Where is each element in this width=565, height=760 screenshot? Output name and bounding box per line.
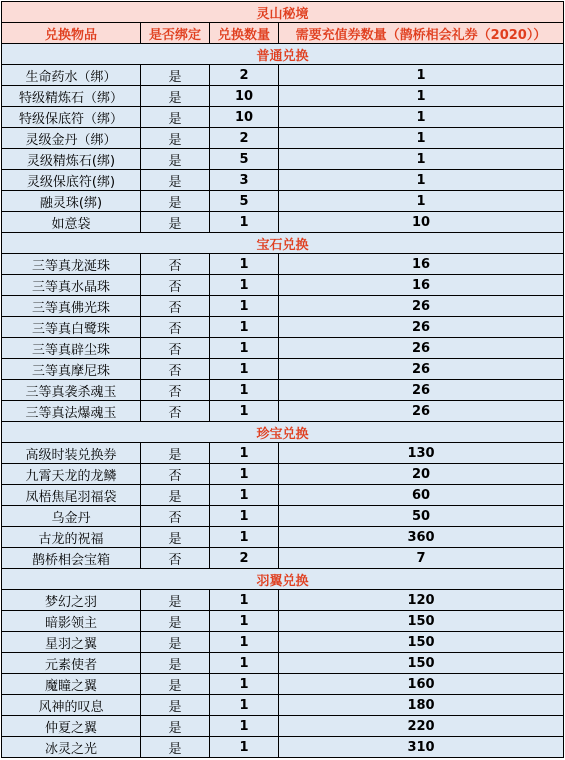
bound-flag: 是: [141, 653, 210, 674]
table-row: [2, 611, 564, 632]
item-name: 三等真白鹭珠: [2, 317, 141, 338]
table-row: [2, 485, 564, 506]
table-row: [2, 695, 564, 716]
exchange-quantity: 10: [210, 107, 279, 128]
exchange-quantity: 1: [210, 317, 279, 338]
bound-flag: 否: [141, 401, 210, 422]
exchange-quantity: 1: [210, 296, 279, 317]
bound-flag: 是: [141, 716, 210, 737]
bound-flag: 否: [141, 359, 210, 380]
exchange-quantity: 10: [210, 86, 279, 107]
bound-flag: 否: [141, 296, 210, 317]
voucher-count: 50: [279, 506, 564, 527]
table-row: [2, 590, 564, 611]
header-bound: 是否绑定: [141, 23, 210, 44]
exchange-table: [1, 1, 564, 758]
bound-flag: 是: [141, 149, 210, 170]
item-name: 元素使者: [2, 653, 141, 674]
voucher-count: 1: [279, 65, 564, 86]
exchange-quantity: 2: [210, 65, 279, 86]
table-row: [2, 296, 564, 317]
exchange-quantity: 1: [210, 674, 279, 695]
voucher-count: 1: [279, 86, 564, 107]
exchange-quantity: 1: [210, 443, 279, 464]
voucher-count: 150: [279, 611, 564, 632]
exchange-quantity: 1: [210, 737, 279, 758]
item-name: 星羽之翼: [2, 632, 141, 653]
exchange-quantity: 1: [210, 653, 279, 674]
bound-flag: 是: [141, 527, 210, 548]
exchange-quantity: 1: [210, 716, 279, 737]
header-voucher-count: 需要充值券数量（鹊桥相会礼券（2020））: [279, 23, 564, 44]
bound-flag: 是: [141, 170, 210, 191]
exchange-quantity: 1: [210, 401, 279, 422]
voucher-count: 130: [279, 443, 564, 464]
item-name: 特级精炼石（绑）: [2, 86, 141, 107]
exchange-table-body: [2, 2, 564, 758]
exchange-quantity: 1: [210, 506, 279, 527]
exchange-quantity: 2: [210, 548, 279, 569]
bound-flag: 是: [141, 674, 210, 695]
voucher-count: 26: [279, 401, 564, 422]
table-row: [2, 380, 564, 401]
voucher-count: 26: [279, 338, 564, 359]
table-row: [2, 674, 564, 695]
bound-flag: 是: [141, 212, 210, 233]
table-row: [2, 401, 564, 422]
bound-flag: 否: [141, 275, 210, 296]
voucher-count: 26: [279, 359, 564, 380]
table-row: [2, 359, 564, 380]
bound-flag: 是: [141, 107, 210, 128]
item-name: 三等真摩尼珠: [2, 359, 141, 380]
voucher-count: 26: [279, 380, 564, 401]
exchange-quantity: 1: [210, 632, 279, 653]
table-row: [2, 317, 564, 338]
bound-flag: 是: [141, 485, 210, 506]
exchange-quantity: 3: [210, 170, 279, 191]
item-name: 风神的叹息: [2, 695, 141, 716]
item-name: 三等真辟尘珠: [2, 338, 141, 359]
header-row: [2, 23, 564, 44]
bound-flag: 是: [141, 128, 210, 149]
item-name: 三等真佛光珠: [2, 296, 141, 317]
item-name: 古龙的祝福: [2, 527, 141, 548]
voucher-count: 220: [279, 716, 564, 737]
section-row: [2, 44, 564, 65]
item-name: 生命药水（绑）: [2, 65, 141, 86]
section-row: [2, 422, 564, 443]
exchange-quantity: 1: [210, 338, 279, 359]
table-row: [2, 716, 564, 737]
voucher-count: 1: [279, 170, 564, 191]
item-name: 冰灵之光: [2, 737, 141, 758]
voucher-count: 10: [279, 212, 564, 233]
table-row: [2, 65, 564, 86]
section-title: 普通兑换: [2, 44, 564, 65]
item-name: 乌金丹: [2, 506, 141, 527]
table-row: [2, 653, 564, 674]
voucher-count: 1: [279, 149, 564, 170]
voucher-count: 310: [279, 737, 564, 758]
bound-flag: 否: [141, 338, 210, 359]
bound-flag: 否: [141, 464, 210, 485]
table-row: [2, 506, 564, 527]
exchange-quantity: 1: [210, 527, 279, 548]
exchange-quantity: 1: [210, 254, 279, 275]
table-row: [2, 548, 564, 569]
item-name: 凤梧焦尾羽福袋: [2, 485, 141, 506]
bound-flag: 是: [141, 191, 210, 212]
bound-flag: 否: [141, 506, 210, 527]
voucher-count: 1: [279, 128, 564, 149]
table-title: 灵山秘境: [2, 2, 564, 23]
exchange-quantity: 1: [210, 590, 279, 611]
voucher-count: 1: [279, 107, 564, 128]
table-row: [2, 191, 564, 212]
bound-flag: 是: [141, 443, 210, 464]
voucher-count: 60: [279, 485, 564, 506]
voucher-count: 160: [279, 674, 564, 695]
table-row: [2, 464, 564, 485]
item-name: 融灵珠(绑): [2, 191, 141, 212]
voucher-count: 180: [279, 695, 564, 716]
table-row: [2, 212, 564, 233]
exchange-quantity: 5: [210, 191, 279, 212]
voucher-count: 360: [279, 527, 564, 548]
item-name: 高级时装兑换券: [2, 443, 141, 464]
item-name: 鹊桥相会宝箱: [2, 548, 141, 569]
exchange-quantity: 5: [210, 149, 279, 170]
table-row: [2, 527, 564, 548]
bound-flag: 是: [141, 65, 210, 86]
exchange-quantity: 1: [210, 359, 279, 380]
voucher-count: 150: [279, 632, 564, 653]
table-row: [2, 149, 564, 170]
exchange-quantity: 1: [210, 611, 279, 632]
item-name: 灵级精炼石(绑): [2, 149, 141, 170]
title-row: [2, 2, 564, 23]
item-name: 三等真法爆魂玉: [2, 401, 141, 422]
exchange-quantity: 1: [210, 464, 279, 485]
exchange-quantity: 1: [210, 275, 279, 296]
voucher-count: 150: [279, 653, 564, 674]
item-name: 三等真水晶珠: [2, 275, 141, 296]
table-row: [2, 107, 564, 128]
item-name: 三等真龙涎珠: [2, 254, 141, 275]
bound-flag: 否: [141, 380, 210, 401]
section-title: 羽翼兑换: [2, 569, 564, 590]
table-row: [2, 254, 564, 275]
item-name: 暗影领主: [2, 611, 141, 632]
bound-flag: 是: [141, 695, 210, 716]
table-row: [2, 443, 564, 464]
item-name: 九霄天龙的龙鳞: [2, 464, 141, 485]
table-row: [2, 275, 564, 296]
voucher-count: 26: [279, 317, 564, 338]
table-row: [2, 338, 564, 359]
exchange-quantity: 1: [210, 380, 279, 401]
bound-flag: 是: [141, 611, 210, 632]
voucher-count: 26: [279, 296, 564, 317]
item-name: 魔瞳之翼: [2, 674, 141, 695]
bound-flag: 是: [141, 737, 210, 758]
section-row: [2, 233, 564, 254]
header-quantity: 兑换数量: [210, 23, 279, 44]
bound-flag: 否: [141, 548, 210, 569]
item-name: 灵级金丹（绑）: [2, 128, 141, 149]
bound-flag: 否: [141, 317, 210, 338]
table-row: [2, 86, 564, 107]
section-title: 珍宝兑换: [2, 422, 564, 443]
item-name: 仲夏之翼: [2, 716, 141, 737]
item-name: 如意袋: [2, 212, 141, 233]
header-item: 兑换物品: [2, 23, 141, 44]
voucher-count: 1: [279, 191, 564, 212]
section-title: 宝石兑换: [2, 233, 564, 254]
item-name: 梦幻之羽: [2, 590, 141, 611]
voucher-count: 16: [279, 254, 564, 275]
table-row: [2, 737, 564, 758]
exchange-quantity: 1: [210, 485, 279, 506]
section-row: [2, 569, 564, 590]
exchange-quantity: 1: [210, 212, 279, 233]
exchange-quantity: 1: [210, 695, 279, 716]
voucher-count: 7: [279, 548, 564, 569]
table-row: [2, 170, 564, 191]
voucher-count: 20: [279, 464, 564, 485]
exchange-quantity: 2: [210, 128, 279, 149]
table-row: [2, 632, 564, 653]
item-name: 灵级保底符(绑): [2, 170, 141, 191]
bound-flag: 是: [141, 86, 210, 107]
voucher-count: 16: [279, 275, 564, 296]
bound-flag: 否: [141, 254, 210, 275]
bound-flag: 是: [141, 590, 210, 611]
voucher-count: 120: [279, 590, 564, 611]
item-name: 三等真袭杀魂玉: [2, 380, 141, 401]
item-name: 特级保底符（绑）: [2, 107, 141, 128]
table-row: [2, 128, 564, 149]
bound-flag: 是: [141, 632, 210, 653]
